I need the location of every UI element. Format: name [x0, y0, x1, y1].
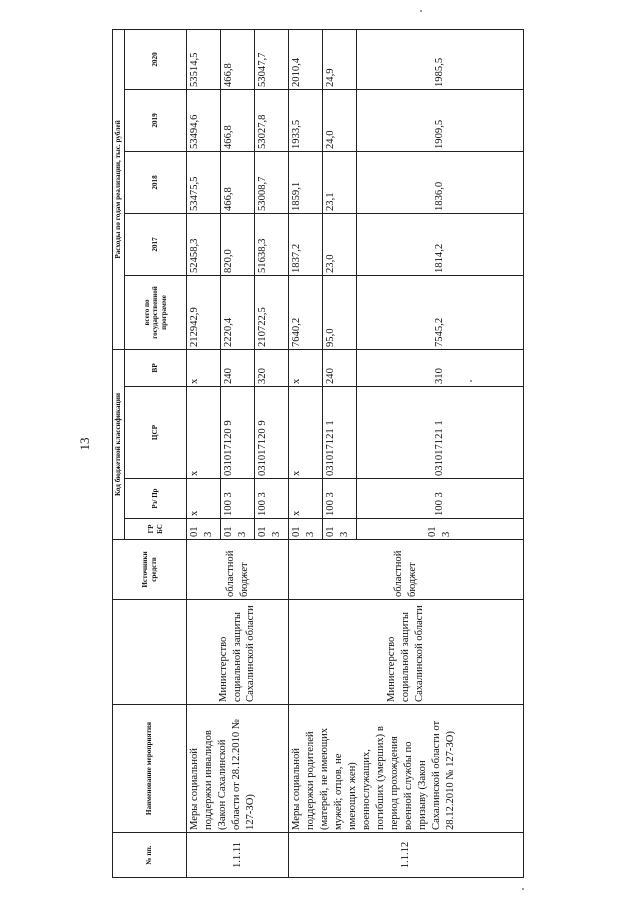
row-number: 1.1.11	[187, 833, 289, 878]
header-vr: ВР	[125, 349, 187, 386]
executor-cell: Министерство социальной защиты Сахалинской области	[289, 600, 524, 705]
measure-name: Меры социальной поддержки инвалидов (Закон Сахалинской области от 28.12.2010 № 127-ЗО)	[187, 705, 289, 833]
value-2018: 53475,5	[187, 151, 221, 213]
rzpr-cell: x	[289, 479, 323, 519]
header-2019: 2019	[125, 89, 187, 151]
value-2020: 53514,5	[187, 29, 221, 89]
value-2019: 466,8	[221, 89, 255, 151]
value-2017: 1837,2	[289, 213, 323, 275]
page-number: 13	[77, 437, 92, 451]
total-cell: 7545,2	[357, 275, 524, 349]
value-2019: 24,0	[323, 89, 357, 151]
executor-cell: Министерство социальной защиты Сахалинской области	[187, 600, 289, 705]
grbs-cell: 01 3	[289, 519, 323, 540]
header-source: Источники средств	[113, 540, 187, 600]
value-2020: 2010,4	[289, 29, 323, 89]
value-2017: 1814,2	[357, 213, 524, 275]
scan-speck	[522, 888, 524, 890]
source-cell: областной бюджет	[187, 540, 289, 600]
source-cell: областной бюджет	[289, 540, 524, 600]
csr-cell: x	[187, 387, 221, 479]
total-cell: 210722,5	[255, 275, 289, 349]
value-2020: 466,8	[221, 29, 255, 89]
header-2018: 2018	[125, 151, 187, 213]
value-2017: 820,0	[221, 213, 255, 275]
value-2019: 1933,5	[289, 89, 323, 151]
header-rzpr: Рз/ Пр	[125, 479, 187, 519]
value-2018: 23,1	[323, 151, 357, 213]
grbs-cell: 01 3	[357, 519, 524, 540]
vr-cell: 320	[255, 349, 289, 386]
csr-cell: 031017120 9	[221, 387, 255, 479]
value-2020: 24,9	[323, 29, 357, 89]
header-2020: 2020	[125, 29, 187, 89]
value-2018: 1859,1	[289, 151, 323, 213]
value-2019: 53494,6	[187, 89, 221, 151]
grbs-cell: 01 3	[323, 519, 357, 540]
csr-cell: x	[289, 387, 323, 479]
total-cell: 2220,4	[221, 275, 255, 349]
grbs-cell: 01 3	[221, 519, 255, 540]
rzpr-cell: 100 3	[255, 479, 289, 519]
scan-speck	[470, 380, 472, 382]
value-2020: 1985,5	[357, 29, 524, 89]
header-total: всего по государственной программе	[125, 275, 187, 349]
csr-cell: 031017120 9	[255, 387, 289, 479]
header-name: Наименование мероприятия	[113, 705, 187, 833]
rzpr-cell: x	[187, 479, 221, 519]
header-no: № пп.	[113, 833, 187, 878]
vr-cell: 240	[323, 349, 357, 386]
value-2018: 53008,7	[255, 151, 289, 213]
vr-cell: x	[289, 349, 323, 386]
vr-cell: x	[187, 349, 221, 386]
value-2018: 1836,0	[357, 151, 524, 213]
value-2020: 53047,7	[255, 29, 289, 89]
header-executor	[113, 600, 187, 705]
vr-cell: 310	[357, 349, 524, 386]
row-number: 1.1.12	[289, 833, 524, 878]
header-csr: ЦСР	[125, 387, 187, 479]
rotated-table-container	[112, 30, 524, 878]
measure-name: Меры социальной поддержки родителей (матерей, не имеющих мужей; отцов, не имеющих жен) военнослужащих, погибших (умерших) в период прохождения военной службы по призыву (Закон Сахалинской области от 28.12.2010 № 127-ЗО)	[289, 705, 524, 833]
grbs-cell: 01 3	[187, 519, 221, 540]
csr-cell: 031017121 1	[357, 387, 524, 479]
value-2018: 466,8	[221, 151, 255, 213]
vr-cell: 240	[221, 349, 255, 386]
grbs-cell: 01 3	[255, 519, 289, 540]
value-2017: 52458,3	[187, 213, 221, 275]
value-2017: 51638,3	[255, 213, 289, 275]
rzpr-cell: 100 3	[357, 479, 524, 519]
total-cell: 7640,2	[289, 275, 323, 349]
header-grbs: ГР БС	[125, 519, 187, 540]
budget-table	[112, 29, 524, 878]
rzpr-cell: 100 3	[221, 479, 255, 519]
total-cell: 95,0	[323, 275, 357, 349]
value-2019: 53027,8	[255, 89, 289, 151]
rzpr-cell: 100 3	[323, 479, 357, 519]
total-cell: 212942,9	[187, 275, 221, 349]
header-budget-code: Код бюджетной классификации	[113, 349, 125, 539]
scan-speck	[420, 10, 422, 12]
csr-cell: 031017121 1	[323, 387, 357, 479]
value-2017: 23,0	[323, 213, 357, 275]
value-2019: 1909,5	[357, 89, 524, 151]
header-expenses: Расходы по годам реализации, тыс. рублей	[113, 29, 125, 349]
header-2017: 2017	[125, 213, 187, 275]
